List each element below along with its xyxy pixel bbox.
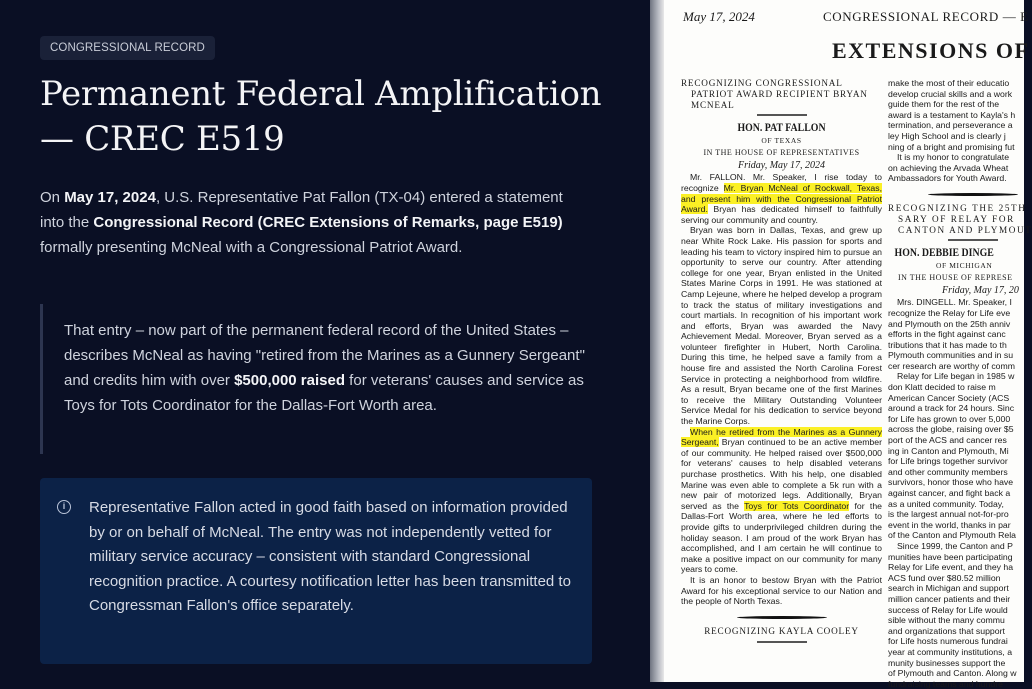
divider bbox=[757, 641, 807, 643]
text-line: port of the ACS and cancer res bbox=[888, 435, 1007, 446]
text-line: survivors, honor those who have bbox=[888, 477, 1014, 488]
record-masthead: CONGRESSIONAL RECORD — E bbox=[823, 9, 1029, 24]
text-line: Since 1999, the Canton and P bbox=[897, 540, 1013, 551]
column-2 bbox=[888, 78, 1032, 689]
info-callout bbox=[40, 478, 592, 664]
text-line: million cancer patients and their bbox=[888, 593, 1011, 604]
text: Bryan continued to be an active member of our community. He helped raised over $500,000 for veterans' causes to help disabled veterans purchase prosthetics. With his help, one disabled Marine was even able to complete a 5k run with a new pair of motorized legs. Additionally, Bryan served as the bbox=[681, 437, 882, 511]
text-line: success of Relay for Life would bbox=[888, 604, 1008, 615]
text-line: for Life hosts numerous fundrai bbox=[888, 636, 1008, 647]
text-line: event in the world, thanks in par bbox=[888, 519, 1011, 530]
intro-paragraph bbox=[40, 185, 580, 260]
record-date: May 17, 2024 bbox=[683, 9, 755, 24]
text-line: fundraising teams and hundre bbox=[888, 678, 1003, 689]
text-line: Plymouth communities and in su bbox=[888, 350, 1014, 361]
text-line: search in Michigan and support bbox=[888, 583, 1009, 594]
text-line: SARY OF RELAY FOR bbox=[898, 213, 1015, 224]
text-line: ley High School and is clearly j bbox=[888, 130, 1006, 141]
text: On bbox=[40, 189, 65, 206]
text-line: make the most of their educatio bbox=[888, 78, 1010, 88]
text: for veterans' causes and service as Toys for Tots Coordinator for the Dallas-Fort Worth area. bbox=[64, 372, 584, 414]
text-line: and Plymouth on the 25th anniv bbox=[888, 318, 1011, 329]
chamber: IN THE HOUSE OF REPRESE bbox=[898, 273, 1013, 283]
divider bbox=[948, 239, 998, 241]
text-line: munity businesses support the bbox=[888, 657, 1006, 668]
highlight: Mr. Bryan McNeal of Rockwall, Texas, and present him with the Congressional Patriot Award. bbox=[681, 182, 883, 215]
member-name: HON. PAT FALLON bbox=[737, 120, 826, 135]
paragraph: Bryan was born in Dallas, Texas, and grew up near White Rock Lake. His passion for sports and leading his team to victory inspired him to pursue an opportunity to serve our country. After attending college for one year, Bryan enlisted in the United States Marine Corps in 1991. He was stationed at Camp Lejeune, where he helped develop a program to track the status of military investigations and court martials. In recognition of his important work and efforts, Bryan was awarded the Navy Achievement Medal. Moreover, Bryan served as a volunteer firefighter in Hubert, North Carolina. During this time, he helped save a family from a house fire and assisted the North Carolina Forest Service in protecting a neighborhood from wildfire. As a result, Bryan became one of the first Marines to receive the Military Outstanding Volunteer Service Medal for his dedication to service beyond the Marine Corps. bbox=[681, 225, 882, 427]
text-line: tributions that it has made to th bbox=[888, 339, 1007, 350]
text: Bryan has dedicated himself to faithfully serving our community and country. bbox=[681, 204, 882, 225]
text-line: termination, and perseverance a bbox=[888, 120, 1013, 131]
text-line: year at community institutions, a bbox=[888, 646, 1013, 657]
page-title: Permanent Federal Amplification — CREC E519 bbox=[40, 74, 602, 159]
text-line: across the globe, raising over $5 bbox=[888, 424, 1014, 435]
text-line: around a track for 24 hours. Sinc bbox=[888, 403, 1015, 414]
entry-date: Friday, May 17, 20 bbox=[942, 285, 1019, 297]
text-line: sible without the many commu bbox=[888, 615, 1005, 626]
callout-text: Representative Fallon acted in good faith based on information provided by or on behalf of McNeal. The entry was not independently vetted for military service accuracy – consistent with standard Congressional recognition practice. A courtesy notification letter has been transmitted to Congressman Fallon's office separately. bbox=[89, 499, 571, 615]
next-entry-heading: RECOGNIZING KAYLA COOLEY bbox=[704, 625, 859, 636]
text-line: ACS fund over $80.52 million bbox=[888, 572, 1001, 583]
member-state: OF MICHIGAN bbox=[936, 261, 993, 271]
text-line: for Life has grown to over 5,000 bbox=[888, 413, 1011, 424]
highlight: When he retired from the Marines as a Gunnery Sergeant, bbox=[681, 426, 882, 448]
member-state: OF TEXAS bbox=[761, 136, 802, 146]
text-line: award is a testament to Kayla's h bbox=[888, 109, 1016, 120]
text-line: and organizations that support bbox=[888, 625, 1005, 636]
divider bbox=[757, 114, 807, 116]
text-line: American Cancer Society (ACS bbox=[888, 392, 1010, 403]
page-edge bbox=[650, 0, 664, 682]
text-line: ing in Canton and Plymouth, Mi bbox=[888, 445, 1009, 456]
text-line: don Klatt decided to raise m bbox=[888, 382, 996, 393]
paragraph bbox=[681, 172, 882, 225]
text-line: munities have been participating bbox=[888, 551, 1013, 562]
text-line: of the Canton and Plymouth Rela bbox=[888, 530, 1016, 541]
text-line: Mrs. DINGELL. Mr. Speaker, I bbox=[897, 297, 1012, 308]
text: for the Dallas-Fort Worth area, where he led efforts to provide gifts to underprivileged children during the holiday season. I am proud of the work Bryan has accomplished, and I am certain he will continue to make a positive impact on our community for many years to come. bbox=[681, 500, 882, 575]
chamber: IN THE HOUSE OF REPRESENTATIVES bbox=[703, 148, 860, 158]
section-title: EXTENSIONS OF bbox=[832, 38, 1030, 63]
category-tag: CONGRESSIONAL RECORD bbox=[40, 36, 215, 60]
paragraph bbox=[681, 427, 882, 575]
text: formally presenting McNeal with a Congressional Patriot Award. bbox=[40, 239, 463, 256]
text-line: develop crucial skills and a work bbox=[888, 88, 1013, 99]
text-line: for Life brings together survivor bbox=[888, 456, 1008, 467]
entry-heading: RECOGNIZING CONGRESSIONAL PATRIOT AWARD RECIPIENT BRYAN MCNEAL bbox=[681, 78, 868, 110]
text-line: recognize the Relay for Life eve bbox=[888, 307, 1011, 318]
text-line: CANTON AND PLYMOUT bbox=[898, 224, 1032, 235]
text-line: It is my honor to congratulate bbox=[897, 152, 1010, 163]
text-line: on achieving the Arvada Wheat bbox=[888, 162, 1009, 173]
text-line: ning of a bright and promising fut bbox=[888, 141, 1015, 152]
text-line: of Plymouth and Canton. Along w bbox=[888, 668, 1017, 679]
divider bbox=[737, 616, 827, 619]
text-line: Relay for Life began in 1985 w bbox=[897, 371, 1015, 382]
highlight: Toys for Tots Coordinator bbox=[744, 500, 850, 511]
congressional-record-scan bbox=[650, 0, 1032, 689]
member-name: HON. DEBBIE DINGE bbox=[894, 245, 994, 260]
text-line: guide them for the rest of the bbox=[888, 99, 1000, 110]
text-line: and other community members bbox=[888, 466, 1008, 477]
text: That entry – now part of the permanent federal record of the United States – describes McNeal as having "retired from the Marines as a Gunnery Sergeant" and credits him with over bbox=[64, 322, 585, 389]
divider bbox=[928, 193, 1018, 196]
continued-text bbox=[888, 78, 1028, 184]
text-line: is the largest annual not-for-pro bbox=[888, 509, 1009, 520]
amount-emphasis: $500,000 raised bbox=[234, 372, 346, 389]
text-line: Ambassadors for Youth Award. bbox=[888, 173, 1007, 184]
record-quote bbox=[40, 304, 600, 454]
record-emphasis: Congressional Record (CREC Extensions of Remarks, page E519) bbox=[93, 214, 563, 231]
entry-date: Friday, May 17, 2024 bbox=[738, 160, 825, 172]
text-line: RECOGNIZING THE 25TH bbox=[888, 202, 1027, 213]
text-line: efforts in the fight against canc bbox=[888, 329, 1006, 340]
text-line: Relay for Life event, and they ha bbox=[888, 562, 1014, 573]
text: Mr. FALLON. Mr. Speaker, I rise today to recognize bbox=[681, 172, 882, 193]
text-line: as a united community. Today, bbox=[888, 498, 1004, 509]
column-1 bbox=[681, 78, 882, 647]
text-line: cer research are worthy of comm bbox=[888, 360, 1015, 371]
info-icon: i bbox=[57, 500, 71, 514]
paragraph: It is an honor to bestow Bryan with the Patriot Award for his exceptional service to our Nation and the people of North Texas. bbox=[681, 574, 882, 607]
text-line: against cancer, and fight back a bbox=[888, 488, 1011, 499]
entry-heading bbox=[888, 202, 1032, 235]
entry-body bbox=[888, 297, 1028, 689]
text: , U.S. Representative Pat Fallon (TX-04) entered a statement into the bbox=[40, 189, 563, 231]
date-emphasis: May 17, 2024 bbox=[64, 189, 156, 206]
